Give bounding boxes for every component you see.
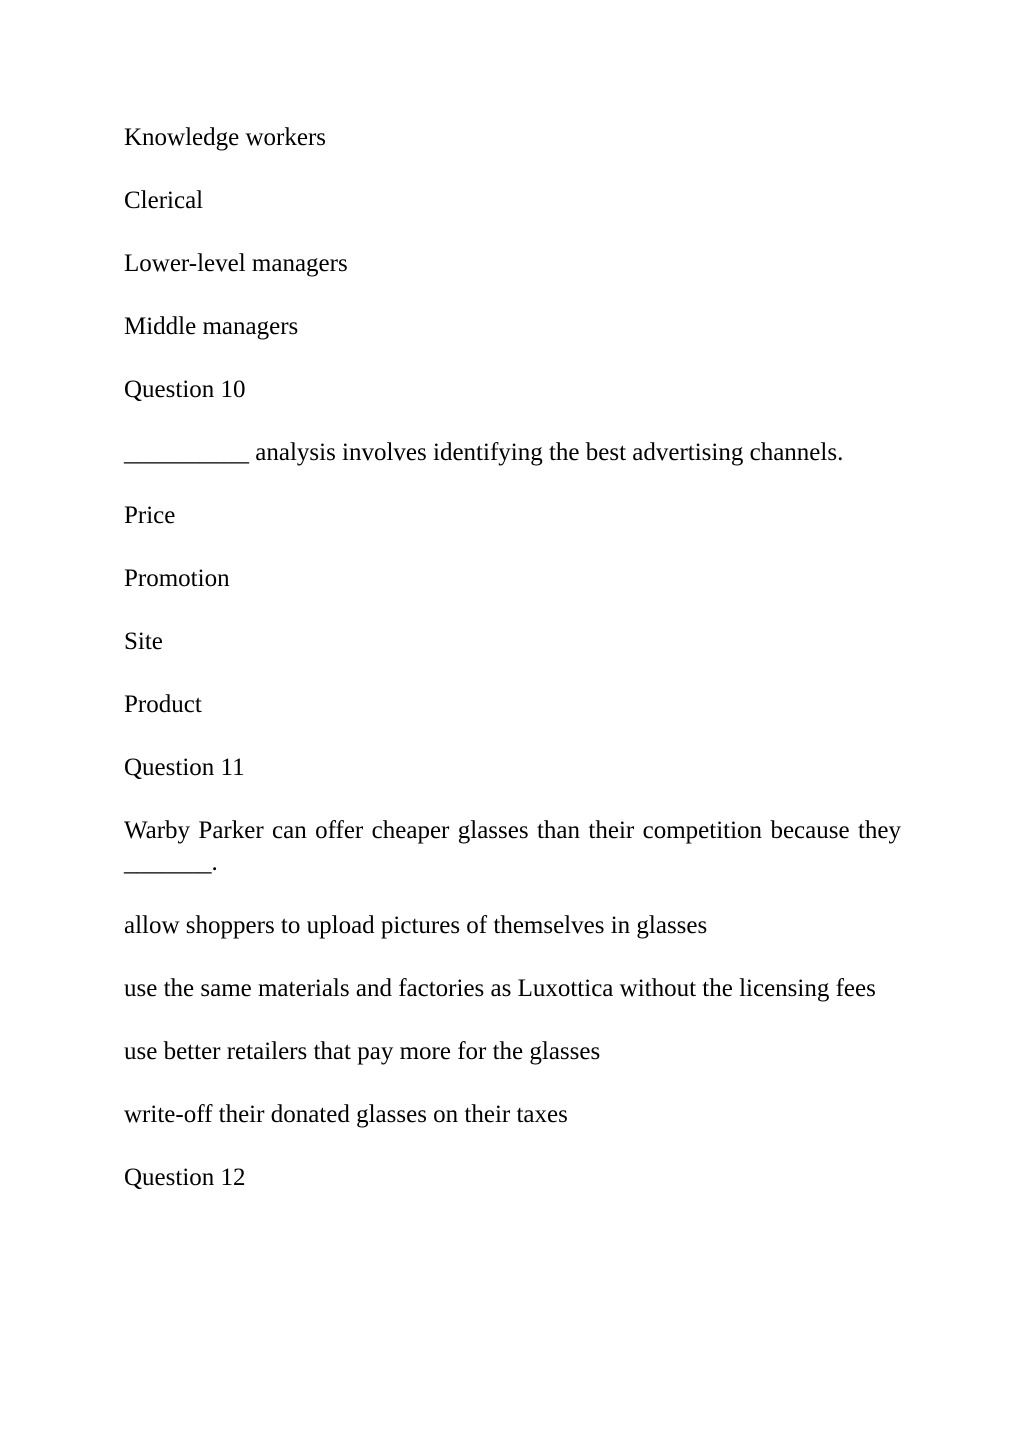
q10-option-2: Promotion	[124, 565, 230, 592]
question-11-text: Warby Parker can offer cheaper glasses than their competition because they _______.	[124, 817, 901, 876]
question-12-label: Question 12	[124, 1164, 246, 1191]
question-11-label: Question 11	[124, 754, 245, 781]
q10-option-4: Product	[124, 691, 202, 718]
q9-option-3: Lower-level managers	[124, 250, 348, 277]
document-page	[124, 122, 901, 1225]
q11-option-4: write-off their donated glasses on their taxes	[124, 1101, 568, 1128]
q10-option-1: Price	[124, 502, 176, 529]
q10-option-3: Site	[124, 628, 163, 655]
q11-option-3: use better retailers that pay more for the glasses	[124, 1038, 601, 1065]
q9-option-1: Knowledge workers	[124, 124, 327, 151]
question-10-text: __________ analysis involves identifying the best advertising channels.	[124, 439, 844, 466]
q9-option-4: Middle managers	[124, 313, 299, 340]
q11-option-1: allow shoppers to upload pictures of themselves in glasses	[124, 912, 708, 939]
q9-option-2: Clerical	[124, 187, 204, 214]
q11-option-2: use the same materials and factories as Luxottica without the licensing fees	[124, 975, 876, 1002]
question-10-label: Question 10	[124, 376, 246, 403]
